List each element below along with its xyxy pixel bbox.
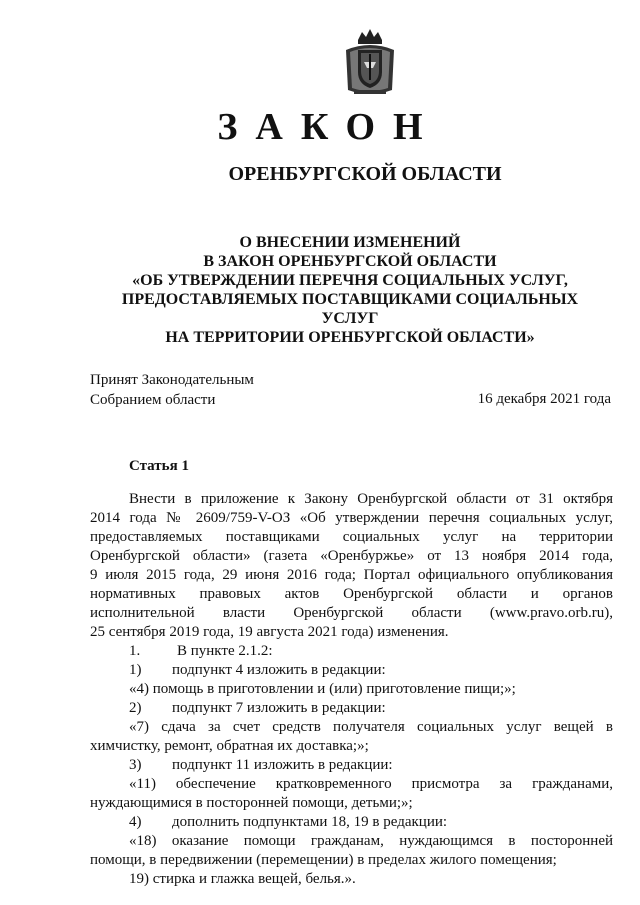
quote-line: помощи, в передвижении (перемещении) в пределах жилого помещения; — [90, 852, 557, 868]
adoption-note — [90, 370, 254, 410]
subtitle-line: «ОБ УТВЕРЖДЕНИИ ПЕРЕЧНЯ СОЦИАЛЬНЫХ УСЛУГ, — [132, 272, 568, 289]
adoption-date: 16 декабря 2021 года — [477, 391, 611, 407]
subtitle-line: НА ТЕРРИТОРИИ ОРЕНБУРГСКОЙ ОБЛАСТИ» — [165, 329, 535, 346]
quote-line: нуждающимися в посторонней помощи, детьми;»; — [90, 795, 413, 811]
item-text: дополнить подпунктами 18, 19 в редакции: — [172, 814, 448, 830]
item-number: 3) — [129, 757, 142, 773]
coat-of-arms-icon — [340, 26, 400, 98]
quote-line: «7) сдача за счет средств получателя социальных услуг вещей в — [129, 719, 613, 735]
item-text: подпункт 11 изложить в редакции: — [172, 757, 393, 773]
region-title: ОРЕНБУРГСКОЙ ОБЛАСТИ — [228, 163, 502, 185]
article-body — [90, 490, 613, 889]
item-text: В пункте 2.1.2: — [177, 643, 273, 659]
list-item — [90, 813, 613, 832]
item-number: 1. — [129, 643, 141, 659]
list-item — [90, 699, 613, 718]
item-number: 4) — [129, 814, 142, 830]
subtitle-line: ПРЕДОСТАВЛЯЕМЫХ ПОСТАВЩИКАМИ СОЦИАЛЬНЫХ УСЛУГ — [121, 291, 579, 327]
text-line: Внести в приложение к Закону Оренбургской области от 31 октября — [129, 491, 613, 507]
item-text: подпункт 7 изложить в редакции: — [172, 700, 386, 716]
adoption-line: Собранием области — [90, 392, 216, 408]
article-heading: Статья 1 — [129, 458, 189, 474]
list-item — [90, 642, 613, 661]
text-line: предоставляемых поставщиками социальных услуг на территории — [90, 529, 613, 545]
document-title: ЗАКОН — [217, 106, 441, 148]
text-line: 9 июля 2015 года, 29 июня 2016 года; Портал официального опубликования — [90, 567, 613, 583]
list-item — [90, 756, 613, 775]
item-number: 2) — [129, 700, 142, 716]
text-line: Оренбургской области» (газета «Оренбуржье» от 13 ноября 2014 года, — [90, 548, 613, 564]
item-text: подпункт 4 изложить в редакции: — [172, 662, 386, 678]
law-subtitle — [100, 233, 600, 347]
quote-line: 19) стирка и глажка вещей, белья.». — [129, 871, 356, 887]
text-line: 2014 года № 2609/759-V-ОЗ «Об утверждении перечня социальных услуг, — [90, 510, 613, 526]
quote-line: «4) помощь в приготовлении и (или) приготовление пищи;»; — [129, 681, 516, 697]
text-line: 25 сентября 2019 года, 19 августа 2021 года) изменения. — [90, 624, 449, 640]
text-line: исполнительной власти Оренбургской области (www.pravo.orb.ru), — [90, 605, 613, 621]
text-line: нормативных правовых актов Оренбургской области и органов — [90, 586, 613, 602]
adoption-line: Принят Законодательным — [90, 372, 254, 388]
item-number: 1) — [129, 662, 142, 678]
subtitle-line: О ВНЕСЕНИИ ИЗМЕНЕНИЙ — [239, 234, 461, 251]
list-item — [90, 661, 613, 680]
quote-line: «11) обеспечение кратковременного присмотра за гражданами, — [129, 776, 613, 792]
subtitle-line: В ЗАКОН ОРЕНБУРГСКОЙ ОБЛАСТИ — [203, 253, 497, 270]
quote-line: химчистку, ремонт, обратная их доставка;»; — [90, 738, 369, 754]
quote-line: «18) оказание помощи гражданам, нуждающимся в посторонней — [129, 833, 613, 849]
